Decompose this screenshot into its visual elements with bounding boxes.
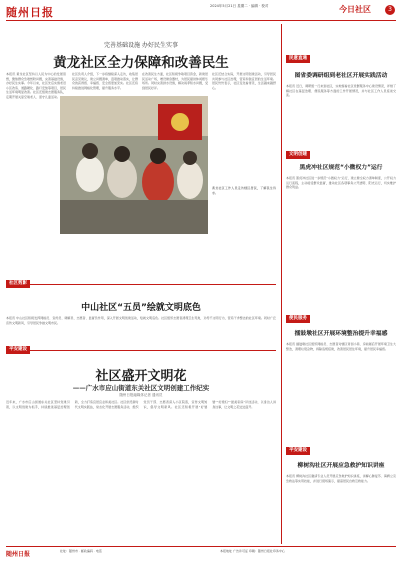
footer-address: 社址：随州市 · 邮政编码 · 电话 — [60, 549, 102, 553]
lead-body-col1: 本报讯 黄龙社区坚持以人民为中心的发展思想，聚焦群众急难愁盼问题，完善基础设施，办好民生实事。今年以来，社区先后实施老旧小区改造、道路硬化、路灯安装等项目，居民生活环境明显改善。社区还组建志愿服务队，定期开展关爱空巢老人、留守儿童活动。 — [6, 72, 66, 99]
lead-body-col2: 社区负责人介绍，下一步将继续深入走访，收集居民意见建议，建立问题清单，逐项推动落实，让群众的获得感、幸福感、安全感更加充实。社区还将持续推进网格化管理，提升服务水平。 — [72, 72, 138, 90]
masthead-rule — [6, 20, 396, 21]
section-title: 今日社区 — [339, 4, 371, 14]
sidebar-body: 本报讯 擂鼓墩社区组织网格员、志愿者对辖区背街小巷、房前屋后开展环境卫生大整治，清理垃圾杂物，拆除违规搭建，改善居民居住环境，提升居民幸福感。 — [286, 342, 396, 351]
sidebar-item — [286, 140, 396, 310]
section-rubric: 社区剪影 — [6, 280, 30, 288]
lead-photo-caption: 黄龙社区工作人员走访辖区居民，了解民生诉求。 — [212, 186, 276, 195]
rubric-rule — [6, 350, 276, 351]
sidebar-item — [286, 436, 396, 546]
column-divider — [281, 24, 282, 544]
sidebar-body: 本报讯 黑虎冲社区进一步规范“小微权力”运行，建立健全权力清单制度，公开权力运行流程，主动接受群众监督，推动社区各项事务公开透明、阳光运行，切实维护群众利益。 — [286, 176, 396, 190]
section-c-headline: 社区盛开文明花 — [95, 369, 187, 384]
sidebar-body: 本报讯 柳树沟社区邀请专业人员开展应急救护知识讲座，讲解心肺复苏、海姆立克急救法等实用技能，并进行现场演示，提高居民自救互救能力。 — [286, 474, 396, 483]
section-c-byline: 随州日报融媒体记者 通讯员 — [119, 393, 163, 397]
footer-logo: 随州日报 — [6, 551, 31, 558]
sidebar-item — [286, 304, 396, 452]
lead-body-col3: 在改善民生方面，社区积极争取项目资金，新建居民活动广场，增设健身器材，为居民提供休闲娱乐场所。同时完善排水设施，解决雨季积水问题，受到居民好评。 — [142, 72, 208, 90]
photo-illustration — [60, 96, 208, 234]
section-b-body: 本报讯 中山社区积极发挥网格员、宣传员、调解员、志愿者、监督员作用，深入开展文明创建活动，绘就文明底色。社区组织志愿者清理卫生死角，劝导不文明行为，营造干净整洁的社区环境。同时广泛宣传文明新风，引导居民争做文明市民。 — [6, 316, 276, 325]
issue-info: 2024年5月21日 星期二 · 编辑 · 校对 — [210, 4, 269, 8]
footer-rule — [6, 546, 396, 547]
footer-credits: 本报地址 广告许可证 印刷：随州日报社印务中心 — [220, 549, 285, 553]
section-c-subhead: ——广水市应山街道东关社区文明创建工作纪实 — [72, 384, 210, 392]
lead-photo — [60, 96, 208, 234]
sidebar-rubric: 平安建设 — [286, 447, 310, 455]
sidebar-headline: 柳树沟社区开展应急救护知识讲座 — [297, 463, 385, 469]
sidebar-item — [286, 44, 396, 140]
section-rubric: 平安建设 — [6, 346, 30, 354]
sidebar-headline: 黑虎冲社区规范“小微权力”运行 — [299, 165, 383, 171]
lead-body-col4: 社区还结合实际，开展文明创建活动，引导居民共同参与社区治理，营造和谐宜居的生活环境。居民纷纷表示，社区变化看得见，生活越来越舒心。 — [212, 72, 276, 90]
sidebar-headline: 图省委调研组到老社区开展实践活动 — [294, 73, 388, 79]
section-c-body: 近年来，广水市应山街道东关社区坚持党建引领，以文明创建为抓手，持续推进基层治理创新，全力打造宜居宜业和美社区。社区依托新时代文明实践站，常态化开展志愿服务活动，组织党员干部、志愿者深入小区院落，宣传文明知识，倡导文明新风。社区还积极开展“好婆婆”“好媳妇”“最美家庭”评选活动，以身边人讲身边事，让文明之花处处盛开。 — [6, 400, 276, 409]
newspaper-masthead: 随州日报 — [6, 6, 54, 19]
rubric-rule — [6, 284, 276, 285]
sidebar-rubric: 文明创建 — [286, 151, 310, 159]
sidebar-rubric: 民意直通 — [286, 55, 310, 63]
page-number-badge: 3 — [385, 5, 395, 15]
section-b-headline: 中山社区“五员”绘就文明底色 — [81, 303, 201, 313]
lead-kicker: 完善基础设施 办好民生实事 — [104, 42, 178, 49]
sidebar-headline: 擂鼓墩社区开展环境整治提升幸福感 — [294, 331, 388, 337]
sidebar-rubric: 便民服务 — [286, 315, 310, 323]
sidebar-body: 本报讯 近日，调研组一行来到社区，实地察看社区党群服务中心建设情况，详细了解社区在基层治理、便民服务等方面的工作开展情况，并与社区工作人员座谈交流。 — [286, 84, 396, 98]
lead-headline: 黄龙社区全力保障和改善民生 — [53, 55, 229, 71]
